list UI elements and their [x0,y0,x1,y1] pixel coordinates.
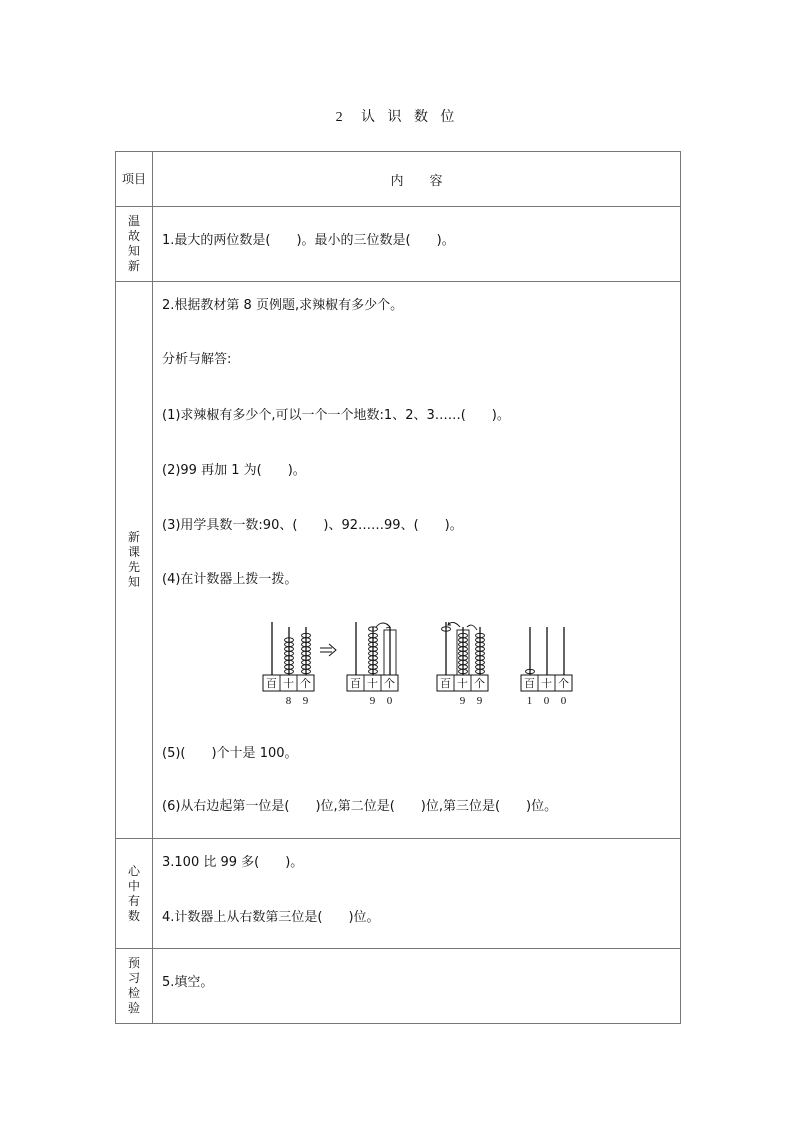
section-think [116,839,681,949]
step-4: (4)在计数器上拨一拨。 [162,572,298,587]
section-body-new [153,282,681,839]
place-label-ones: 个 [558,678,569,690]
question-5: 5.填空。 [162,975,214,990]
place-label-ones: 个 [300,678,311,690]
section-new [116,282,681,839]
place-label-hundreds: 百 [266,678,277,690]
step-1: (1)求辣椒有多少个,可以一个一个地数:1、2、3……( )。 [162,408,510,423]
question-4: 4.计数器上从右数第三位是( )位。 [162,910,380,925]
section-label-new: 新课先知 [127,530,140,589]
place-label-tens: 十 [457,678,468,690]
place-label-hundreds: 百 [524,678,535,690]
section-preview [116,949,681,1024]
place-label-hundreds: 百 [440,678,451,690]
question-2: 2.根据教材第 8 页例题,求辣椒有多少个。 [162,298,404,313]
step-3: (3)用学具数一数:90、( )、92……99、( )。 [162,518,463,533]
counter-digit: 8 [285,695,292,707]
step-2: (2)99 再加 1 为( )。 [162,463,306,478]
counter-digit: 0 [386,695,393,707]
counter-digit: 0 [560,695,567,707]
section-body-review [153,207,681,282]
place-label-tens: 十 [541,678,552,690]
header-row [116,152,681,207]
place-label-tens: 十 [367,678,378,690]
abacus-figure [258,622,588,707]
question-3: 3.100 比 99 多( )。 [162,855,304,870]
section-label-review: 温故知新 [127,214,140,273]
counter-digit: 9 [459,695,466,707]
worksheet-table [115,151,681,1024]
counter-digit: 9 [369,695,376,707]
question-1: 1.最大的两位数是( )。最小的三位数是( )。 [162,233,455,248]
title-text: 认 识 数 位 [361,109,459,125]
header-col1: 项目 [116,152,153,207]
title-number: 2 [335,110,347,125]
abacus-counter-2 [347,622,398,707]
section-label-preview: 预习检验 [127,956,140,1015]
double-arrow-icon [320,644,336,656]
counter-digit: 0 [543,695,550,707]
section-review [116,207,681,282]
page-title [0,106,794,126]
section-label-think: 心中有数 [127,863,140,923]
place-label-ones: 个 [474,678,485,690]
section-body-preview [153,949,681,1024]
step-5: (5)( )个十是 100。 [162,746,298,761]
counter-digit: 9 [476,695,483,707]
abacus-svg [258,622,588,707]
counter-digit: 1 [526,695,533,707]
place-label-ones: 个 [384,678,395,690]
counter-digit: 9 [302,695,309,707]
abacus-counter-3 [437,622,488,707]
header-col2: 内 容 [153,152,681,207]
abacus-counter-4 [521,627,572,707]
analysis-label: 分析与解答: [162,352,232,367]
step-6: (6)从右边起第一位是( )位,第二位是( )位,第三位是( )位。 [162,799,558,814]
abacus-counter-1 [263,622,314,707]
section-body-think [153,839,681,949]
place-label-hundreds: 百 [350,678,361,690]
place-label-tens: 十 [283,678,294,690]
